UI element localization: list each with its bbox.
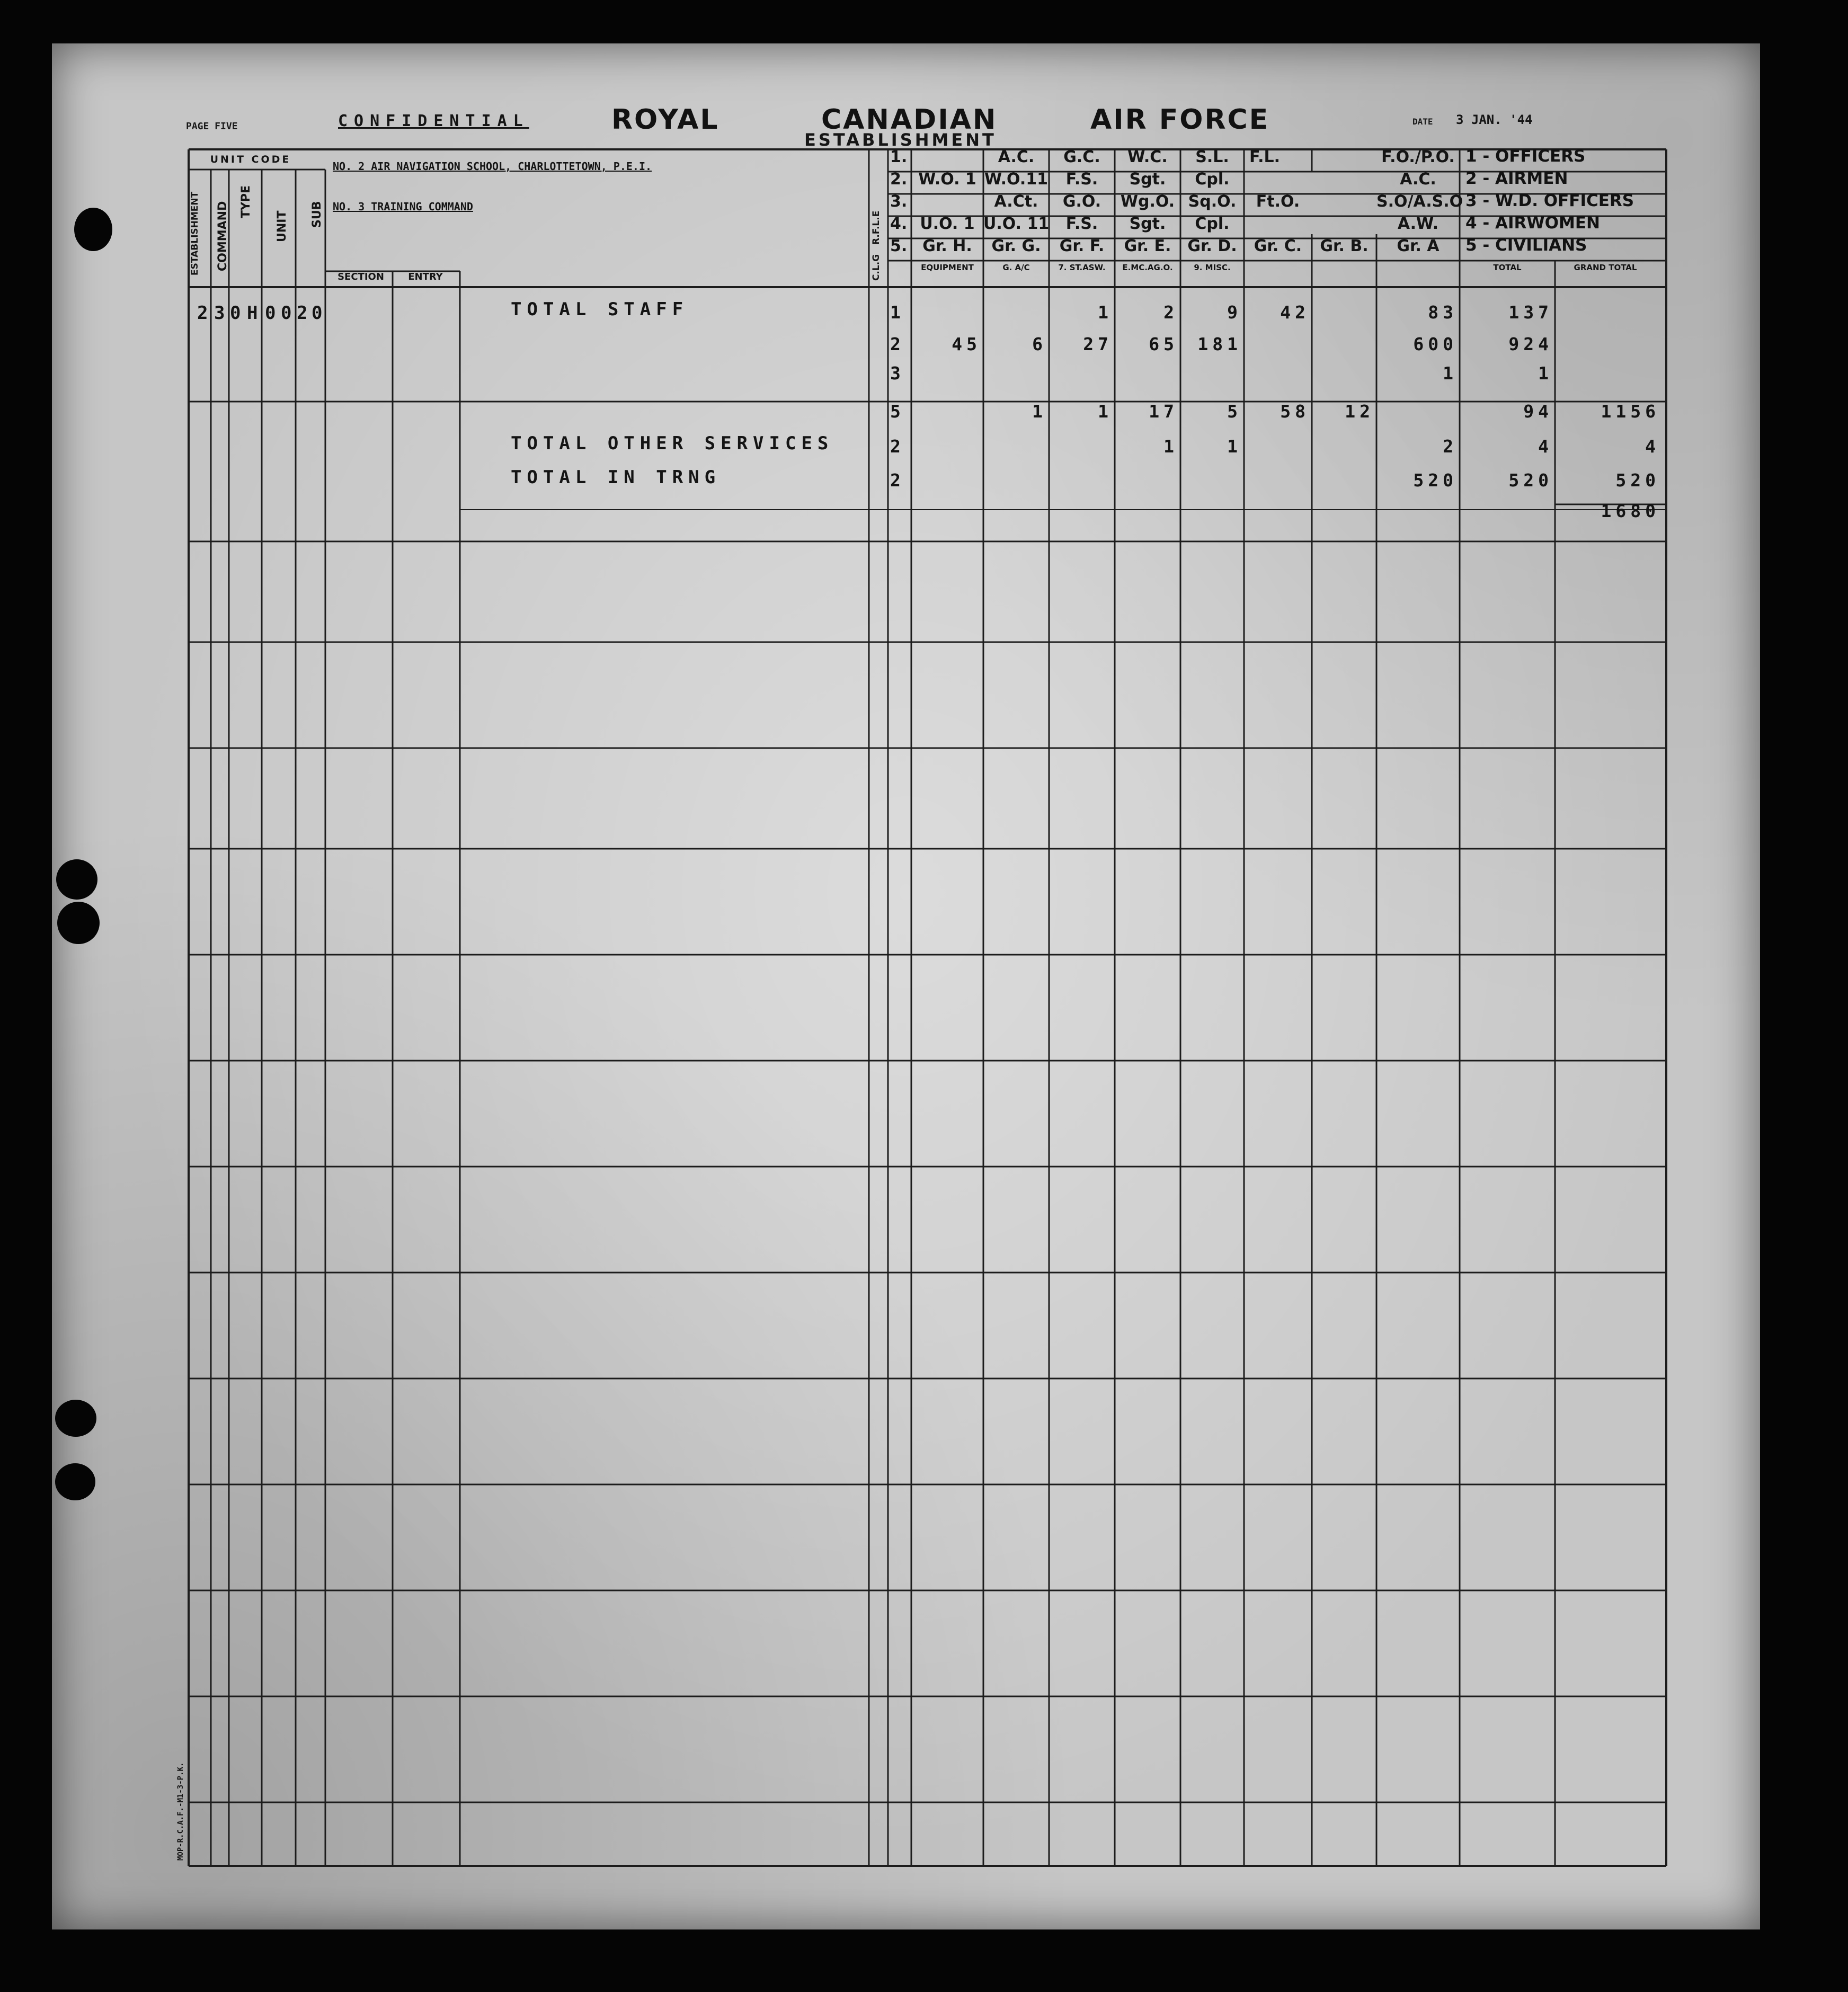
rank-label: Wg.O.	[1120, 192, 1175, 211]
col-label-sub: SUB	[310, 201, 324, 228]
trade-group-label: 9. MISC.	[1194, 263, 1231, 272]
trade-group-label: EQUIPMENT	[921, 263, 974, 272]
rank-label: F.O./P.O.	[1381, 148, 1455, 166]
unit-code-digit: 2	[297, 303, 308, 324]
entry-value: 1	[1443, 363, 1458, 384]
entry-category: 5	[890, 401, 901, 422]
entry-total: 137	[1508, 302, 1553, 323]
rank-label: G.C.	[1063, 148, 1100, 166]
legend-airmen: 2 - AIRMEN	[1465, 169, 1568, 188]
entry-category: 2	[890, 470, 901, 491]
grand-total-label: GRAND TOTAL	[1574, 263, 1637, 272]
entry-value: 17	[1149, 401, 1178, 422]
entry-value: 12	[1345, 401, 1374, 422]
unit-code-digit: 0	[312, 303, 323, 324]
category-row-number: 1.	[890, 148, 908, 166]
entry-value: 2	[1163, 302, 1178, 323]
entry-value: 9	[1227, 302, 1242, 323]
punch-hole	[55, 1463, 95, 1500]
entry-value: 1	[1163, 436, 1178, 457]
grade-label: Gr. B.	[1320, 237, 1369, 255]
axis-label-bottom: C.L.G	[871, 254, 882, 281]
rank-label: A.Ct.	[994, 192, 1038, 211]
entry-grand-total: 1680	[1601, 501, 1660, 521]
punch-hole	[57, 902, 100, 944]
entry-value: 27	[1083, 334, 1113, 354]
rank-label: Cpl.	[1195, 170, 1230, 189]
date-value: 3 JAN. '44	[1456, 112, 1533, 127]
entry-category: 1	[890, 302, 901, 323]
section-label: SECTION	[337, 271, 384, 282]
title-canadian: CANADIAN	[821, 104, 998, 136]
punch-hole	[56, 859, 97, 900]
form-subtitle: ESTABLISHMENT	[804, 130, 997, 150]
legend-airwomen: 4 - AIRWOMEN	[1465, 214, 1600, 233]
grade-label: Gr. D.	[1187, 237, 1237, 255]
entry-value: 83	[1428, 302, 1458, 323]
rank-label: F.S.	[1065, 215, 1098, 233]
entry-value: 58	[1280, 401, 1310, 422]
entry-category: 2	[890, 334, 901, 354]
col-label-command: COMMAND	[216, 201, 229, 271]
entry-value: 42	[1280, 302, 1310, 323]
unit-code-digit: 2	[197, 303, 208, 324]
entry-category: 3	[890, 363, 901, 384]
axis-label-top: R.F.L.E	[871, 210, 882, 245]
unit-code-digit: 0	[265, 303, 276, 324]
entry-value: 600	[1413, 334, 1458, 354]
category-row-number: 4.	[890, 215, 908, 233]
rank-label: S.O/A.S.O	[1376, 192, 1463, 211]
category-row-number: 5.	[890, 237, 908, 255]
entry-label: TOTAL OTHER SERVICES	[511, 433, 834, 454]
unit-code-digit: 0	[230, 303, 241, 324]
form-sheet	[52, 43, 1760, 1929]
date-label: DATE	[1412, 117, 1433, 127]
col-label-type: TYPE	[239, 185, 253, 218]
entry-value: 520	[1413, 470, 1458, 491]
entry-total: 520	[1508, 470, 1553, 491]
grade-label: Gr. A	[1397, 237, 1440, 255]
rank-label: U.O. 1	[920, 215, 975, 233]
col-label-unit: UNIT	[276, 210, 289, 242]
entry-label: TOTAL IN TRNG	[511, 467, 721, 488]
rank-label: U.O. 11	[983, 215, 1050, 233]
legend-officers: 1 - OFFICERS	[1465, 147, 1586, 166]
entry-value: 65	[1149, 334, 1178, 354]
rank-label: F.S.	[1065, 170, 1098, 189]
entry-total: 924	[1508, 334, 1553, 354]
form-grid	[52, 43, 1760, 1929]
entry-total: 1	[1538, 363, 1553, 384]
entry-grand-total: 520	[1615, 470, 1660, 491]
rank-label: Sq.O.	[1188, 192, 1237, 211]
entry-category: 2	[890, 436, 901, 457]
unit-code-digit: 3	[214, 303, 225, 324]
grade-label: Gr. E.	[1124, 237, 1171, 255]
total-label: TOTAL	[1493, 263, 1522, 272]
grade-label: Gr. G.	[991, 237, 1041, 255]
col-label-establishment: ESTABLISHMENT	[190, 191, 200, 275]
entry-total: 4	[1538, 436, 1553, 457]
entry-value: 1	[1098, 302, 1113, 323]
unit-code-digit: H	[247, 303, 258, 324]
trade-group-label: G. A/C	[1002, 263, 1030, 272]
punch-hole	[74, 208, 112, 251]
unit-code-digit: 0	[281, 303, 292, 324]
rank-label: W.O. 1	[918, 170, 976, 189]
entry-value: 1	[1227, 436, 1242, 457]
grade-label: Gr. C.	[1254, 237, 1302, 255]
legend-wd-officers: 3 - W.D. OFFICERS	[1465, 191, 1634, 210]
title-air-force: AIR FORCE	[1090, 104, 1270, 136]
page-label: PAGE FIVE	[186, 121, 238, 132]
unit-name: NO. 2 AIR NAVIGATION SCHOOL, CHARLOTTETOWN, P.E.I.	[333, 160, 652, 173]
grade-label: Gr. H.	[922, 237, 972, 255]
category-row-number: 3.	[890, 192, 908, 211]
grade-label: Gr. F.	[1059, 237, 1105, 255]
entry-value: 1	[1098, 401, 1113, 422]
category-row-number: 2.	[890, 170, 908, 189]
trade-group-label: E.MC.AG.O.	[1122, 263, 1173, 272]
unit-code-label: UNIT CODE	[210, 154, 291, 165]
entry-value: 5	[1227, 401, 1242, 422]
legend-civilians: 5 - CIVILIANS	[1465, 236, 1587, 255]
entry-value: 1	[1032, 401, 1047, 422]
rank-label: G.O.	[1062, 192, 1101, 211]
rank-label: A.C.	[998, 148, 1035, 166]
entry-label: TOTAL STAFF	[511, 299, 689, 320]
trade-group-label: 7. ST.ASW.	[1058, 263, 1106, 272]
entry-grand-total: 4	[1645, 436, 1660, 457]
entry-value: 45	[952, 334, 981, 354]
rank-label: S.L.	[1195, 148, 1229, 166]
rank-label: F.L.	[1249, 148, 1280, 166]
command-name: NO. 3 TRAINING COMMAND	[333, 200, 473, 213]
rank-label: Cpl.	[1195, 215, 1230, 233]
rank-label: Sgt.	[1129, 170, 1166, 189]
entry-grand-total: 1156	[1601, 401, 1660, 422]
entry-total: 94	[1523, 401, 1553, 422]
entry-value: 6	[1032, 334, 1047, 354]
entry-value: 181	[1197, 334, 1242, 354]
rank-label: W.O.11	[984, 170, 1049, 189]
form-number: MOP-R.C.A.F.-M1-3-P.K.	[176, 1762, 185, 1861]
classification-stamp: CONFIDENTIAL	[338, 112, 529, 130]
rank-label: Sgt.	[1129, 215, 1166, 233]
entry-label: ENTRY	[408, 271, 443, 282]
rank-label: W.C.	[1127, 148, 1168, 166]
rank-label: A.C.	[1400, 170, 1436, 189]
rank-label: A.W.	[1397, 215, 1439, 233]
rank-label: Ft.O.	[1256, 192, 1300, 211]
title-royal: ROYAL	[611, 104, 719, 136]
punch-hole	[55, 1400, 96, 1437]
entry-value: 2	[1443, 436, 1458, 457]
